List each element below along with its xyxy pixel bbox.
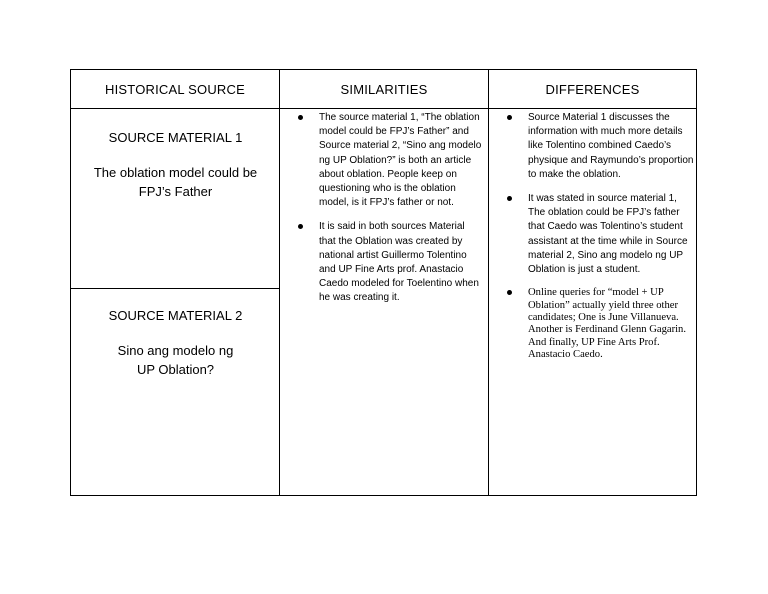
similarity-item bbox=[280, 111, 484, 210]
similarity-text: The source material 1, “The oblation model could be FPJ’s Father” and Source material 2, “Sino ang modelo ng UP Oblation?” is both an article about oblation. People keep on questioning who is the oblation model, is it FPJ’s father or not. bbox=[319, 112, 482, 209]
similarity-item bbox=[280, 220, 484, 305]
header-differences: DIFFERENCES bbox=[545, 81, 640, 97]
bullet-icon bbox=[507, 290, 512, 295]
source-material-1-cell bbox=[71, 130, 280, 201]
bullet-icon bbox=[298, 224, 303, 229]
difference-text: It was stated in source material 1, The oblation could be FPJ’s father that Caedo was Tolentino’s student assistant at the time while in Source material 2, Sino ang modelo ng UP Oblation is just a student. bbox=[528, 193, 688, 276]
similarity-text: It is said in both sources Material that the Oblation was created by national artist Guillermo Tolentino and UP Fine Arts prof. Anastacio Caedo modeled for Toelentino when he was creating it. bbox=[319, 221, 479, 304]
row-divider bbox=[71, 288, 280, 289]
source-material-2-cell bbox=[71, 308, 280, 379]
source-material-2-subtitle: Sino ang modelo ng UP Oblation? bbox=[117, 343, 234, 377]
header-historical-source: HISTORICAL SOURCE bbox=[105, 81, 245, 97]
header-divider bbox=[71, 108, 696, 109]
source-material-1-subtitle: The oblation model could be FPJ’s Father bbox=[93, 165, 258, 199]
difference-text: Source Material 1 discusses the information with much more details like Tolentino combined Caedo’s physique and Raymundo’s proportion to make the oblation. bbox=[528, 112, 694, 180]
difference-item bbox=[489, 111, 694, 182]
source-material-1-title: SOURCE MATERIAL 1 bbox=[108, 130, 243, 145]
bullet-icon bbox=[298, 115, 303, 120]
differences-cell bbox=[489, 111, 694, 372]
difference-item bbox=[489, 192, 694, 277]
header-similarities: SIMILARITIES bbox=[340, 81, 428, 97]
source-material-2-title: SOURCE MATERIAL 2 bbox=[108, 308, 243, 323]
similarities-cell bbox=[280, 111, 484, 316]
difference-item bbox=[489, 287, 694, 361]
bullet-icon bbox=[507, 196, 512, 201]
difference-text: Online queries for “model + UP Oblation” actually yield three other candidates; One is June Villanueva. Another is Ferdinand Glenn Gagarin. And finally, UP Fine Arts Prof. Anastacio Caedo. bbox=[528, 287, 686, 361]
bullet-icon bbox=[507, 115, 512, 120]
comparison-table bbox=[70, 69, 697, 496]
